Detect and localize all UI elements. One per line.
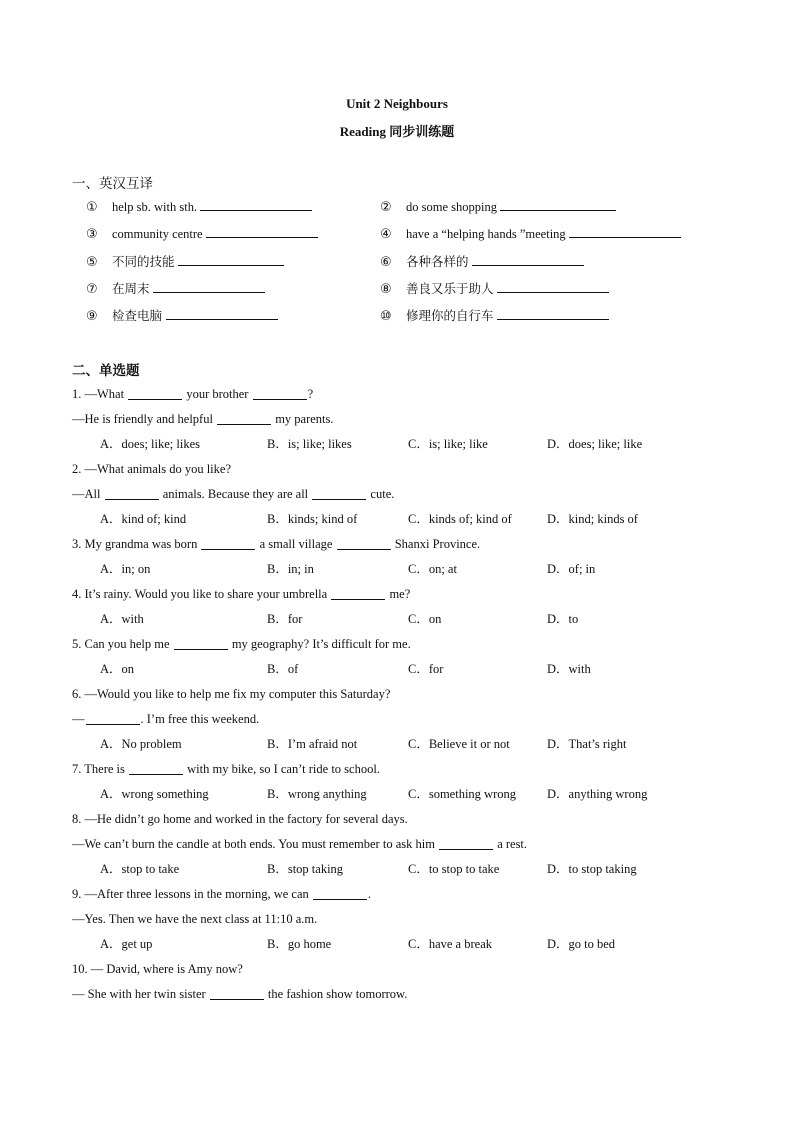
question-fragment: 7. There is: [72, 762, 129, 776]
question-fragment: — She with her twin sister: [72, 987, 209, 1001]
translation-item: [380, 279, 609, 297]
translation-row: [0, 198, 794, 224]
option-a[interactable]: A．in; on: [100, 562, 151, 576]
translation-item: [86, 279, 265, 297]
item-text: 在周末: [112, 281, 154, 296]
answer-blank[interactable]: [313, 886, 367, 900]
answer-blank[interactable]: [569, 225, 681, 238]
option-a[interactable]: A．No problem: [100, 737, 182, 751]
item-text: 各种各样的: [406, 254, 473, 269]
question-text: [72, 885, 732, 910]
option-d[interactable]: D．to stop taking: [547, 862, 637, 876]
question-fragment: 2. —What animals do you like?: [72, 462, 231, 476]
section-translation-heading: 一、英汉互译: [72, 176, 153, 192]
translation-item: [86, 252, 284, 270]
question-fragment: a rest.: [494, 837, 528, 851]
option-row: [72, 860, 732, 885]
question-text: [72, 410, 732, 435]
item-number: ②: [380, 200, 392, 215]
option-d[interactable]: D．anything wrong: [547, 787, 648, 801]
item-text: help sb. with sth.: [112, 200, 201, 214]
item-text: community centre: [112, 227, 206, 241]
question-fragment: ?: [307, 387, 314, 401]
item-text: have a “helping hands ”meeting: [406, 227, 569, 241]
question-text: [72, 810, 732, 835]
question-list: [72, 385, 732, 1010]
option-c[interactable]: C．kinds of; kind of: [408, 512, 512, 526]
option-row: [72, 610, 732, 635]
answer-blank[interactable]: [178, 253, 284, 266]
option-b[interactable]: B．is; like; likes: [267, 437, 352, 451]
option-a[interactable]: A．wrong something: [100, 787, 209, 801]
question-fragment: 4. It’s rainy. Would you like to share your umbrella: [72, 587, 331, 601]
question-fragment: . I’m free this weekend.: [140, 712, 260, 726]
option-a[interactable]: A．stop to take: [100, 862, 180, 876]
question-fragment: 10. — David, where is Amy now?: [72, 962, 243, 976]
answer-blank[interactable]: [472, 253, 584, 266]
answer-blank[interactable]: [497, 307, 609, 320]
answer-blank[interactable]: [128, 386, 182, 400]
question-fragment: 9. —After three lessons in the morning, we can: [72, 887, 312, 901]
answer-blank[interactable]: [166, 307, 278, 320]
answer-blank[interactable]: [439, 836, 493, 850]
question-fragment: Shanxi Province.: [391, 537, 481, 551]
item-number: ①: [86, 200, 98, 215]
answer-blank[interactable]: [201, 536, 255, 550]
option-c[interactable]: C．have a break: [408, 937, 492, 951]
question-fragment: 5. Can you help me: [72, 637, 173, 651]
option-b[interactable]: B．I’m afraid not: [267, 737, 358, 751]
item-number: ④: [380, 227, 392, 242]
question-fragment: 8. —He didn’t go home and worked in the factory for several days.: [72, 812, 408, 826]
item-text: 修理你的自行车: [406, 308, 498, 323]
question-text: [72, 635, 732, 660]
question-text: [72, 535, 732, 560]
answer-blank[interactable]: [129, 761, 183, 775]
question-fragment: 1. —What: [72, 387, 128, 401]
answer-blank[interactable]: [210, 986, 264, 1000]
question-fragment: 3. My grandma was born: [72, 537, 201, 551]
question-text: [72, 760, 732, 785]
question-fragment: my parents.: [272, 412, 334, 426]
item-number: ⑨: [86, 309, 98, 324]
option-row: [72, 510, 732, 535]
option-c[interactable]: C．on: [408, 612, 442, 626]
question-fragment: with my bike, so I can’t ride to school.: [184, 762, 380, 776]
question-fragment: —Yes. Then we have the next class at 11:10 a.m.: [72, 912, 318, 926]
question-fragment: —: [72, 712, 85, 726]
question-text: [72, 835, 732, 860]
question-text: [72, 710, 732, 735]
item-text: 善良又乐于助人: [406, 281, 498, 296]
question-fragment: 6. —Would you like to help me fix my computer this Saturday?: [72, 687, 391, 701]
question-text: [72, 910, 732, 935]
option-row: [72, 560, 732, 585]
option-b[interactable]: B．in; in: [267, 562, 314, 576]
translation-item: [380, 225, 681, 242]
option-c[interactable]: C．to stop to take: [408, 862, 500, 876]
question-text: [72, 485, 732, 510]
option-d[interactable]: D．to: [547, 612, 579, 626]
answer-blank[interactable]: [86, 711, 140, 725]
answer-blank[interactable]: [500, 198, 616, 211]
answer-blank[interactable]: [174, 636, 228, 650]
answer-blank[interactable]: [497, 280, 609, 293]
translation-item: [86, 225, 318, 242]
translation-row: [0, 279, 794, 305]
translation-item: [86, 306, 278, 324]
option-a[interactable]: A．does; like; likes: [100, 437, 200, 451]
answer-blank[interactable]: [253, 386, 307, 400]
question-text: [72, 960, 732, 985]
translation-row: [0, 225, 794, 251]
question-fragment: your brother: [183, 387, 252, 401]
question-text: [72, 585, 732, 610]
answer-blank[interactable]: [337, 536, 391, 550]
option-c[interactable]: C．on; at: [408, 562, 457, 576]
option-row: [72, 660, 732, 685]
option-row: [72, 735, 732, 760]
option-a[interactable]: A．get up: [100, 937, 153, 951]
option-a[interactable]: A．on: [100, 662, 135, 676]
option-d[interactable]: D．with: [547, 662, 591, 676]
question-fragment: my geography? It’s difficult for me.: [228, 637, 411, 651]
question-text: [72, 385, 732, 410]
option-b[interactable]: B．of: [267, 662, 299, 676]
question-fragment: the fashion show tomorrow.: [264, 987, 408, 1001]
option-d[interactable]: D．of; in: [547, 562, 596, 576]
item-number: ⑥: [380, 255, 392, 270]
option-d[interactable]: D．That’s right: [547, 737, 627, 751]
question-text: [72, 685, 732, 710]
question-fragment: .: [367, 887, 371, 901]
option-d[interactable]: D．go to bed: [547, 937, 616, 951]
answer-blank[interactable]: [217, 411, 271, 425]
question-fragment: me?: [386, 587, 411, 601]
option-c[interactable]: C．Believe it or not: [408, 737, 510, 751]
item-number: ⑩: [380, 309, 392, 324]
option-c[interactable]: C．is; like; like: [408, 437, 488, 451]
option-b[interactable]: B．stop taking: [267, 862, 344, 876]
question-fragment: —He is friendly and helpful: [72, 412, 217, 426]
worksheet-subtitle: Reading 同步训练题: [339, 124, 455, 139]
question-text: [72, 460, 732, 485]
worksheet-title: Unit 2 Neighbours: [346, 96, 448, 111]
option-c[interactable]: C．for: [408, 662, 444, 676]
option-row: [72, 785, 732, 810]
option-a[interactable]: A．with: [100, 612, 144, 626]
question-fragment: animals. Because they are all: [159, 487, 312, 501]
option-b[interactable]: B．go home: [267, 937, 332, 951]
translation-item: [86, 198, 312, 215]
option-b[interactable]: B．kinds; kind of: [267, 512, 358, 526]
question-fragment: a small village: [256, 537, 336, 551]
option-c[interactable]: C．something wrong: [408, 787, 516, 801]
translation-row: [0, 306, 794, 332]
item-text: 检查电脑: [112, 308, 166, 323]
translation-item: [380, 198, 616, 215]
answer-blank[interactable]: [153, 280, 265, 293]
item-text: 不同的技能: [112, 254, 179, 269]
question-fragment: cute.: [367, 487, 395, 501]
item-number: ⑦: [86, 282, 98, 297]
question-fragment: —We can’t burn the candle at both ends. You must remember to ask him: [72, 837, 439, 851]
translation-item: [380, 252, 584, 270]
option-a[interactable]: A．kind of; kind: [100, 512, 187, 526]
option-d[interactable]: D．does; like; like: [547, 437, 643, 451]
answer-blank[interactable]: [200, 198, 312, 211]
question-fragment: —All: [72, 487, 104, 501]
answer-blank[interactable]: [206, 225, 318, 238]
translation-item: [380, 306, 609, 324]
option-d[interactable]: D．kind; kinds of: [547, 512, 638, 526]
option-b[interactable]: B．wrong anything: [267, 787, 367, 801]
translation-row: [0, 252, 794, 278]
item-number: ⑧: [380, 282, 392, 297]
answer-blank[interactable]: [105, 486, 159, 500]
item-text: do some shopping: [406, 200, 501, 214]
answer-blank[interactable]: [312, 486, 366, 500]
option-b[interactable]: B．for: [267, 612, 303, 626]
item-number: ⑤: [86, 255, 98, 270]
option-row: [72, 935, 732, 960]
item-number: ③: [86, 227, 98, 242]
question-text: [72, 985, 732, 1010]
answer-blank[interactable]: [331, 586, 385, 600]
section-choice-heading: 二、单选题: [72, 363, 140, 379]
option-row: [72, 435, 732, 460]
